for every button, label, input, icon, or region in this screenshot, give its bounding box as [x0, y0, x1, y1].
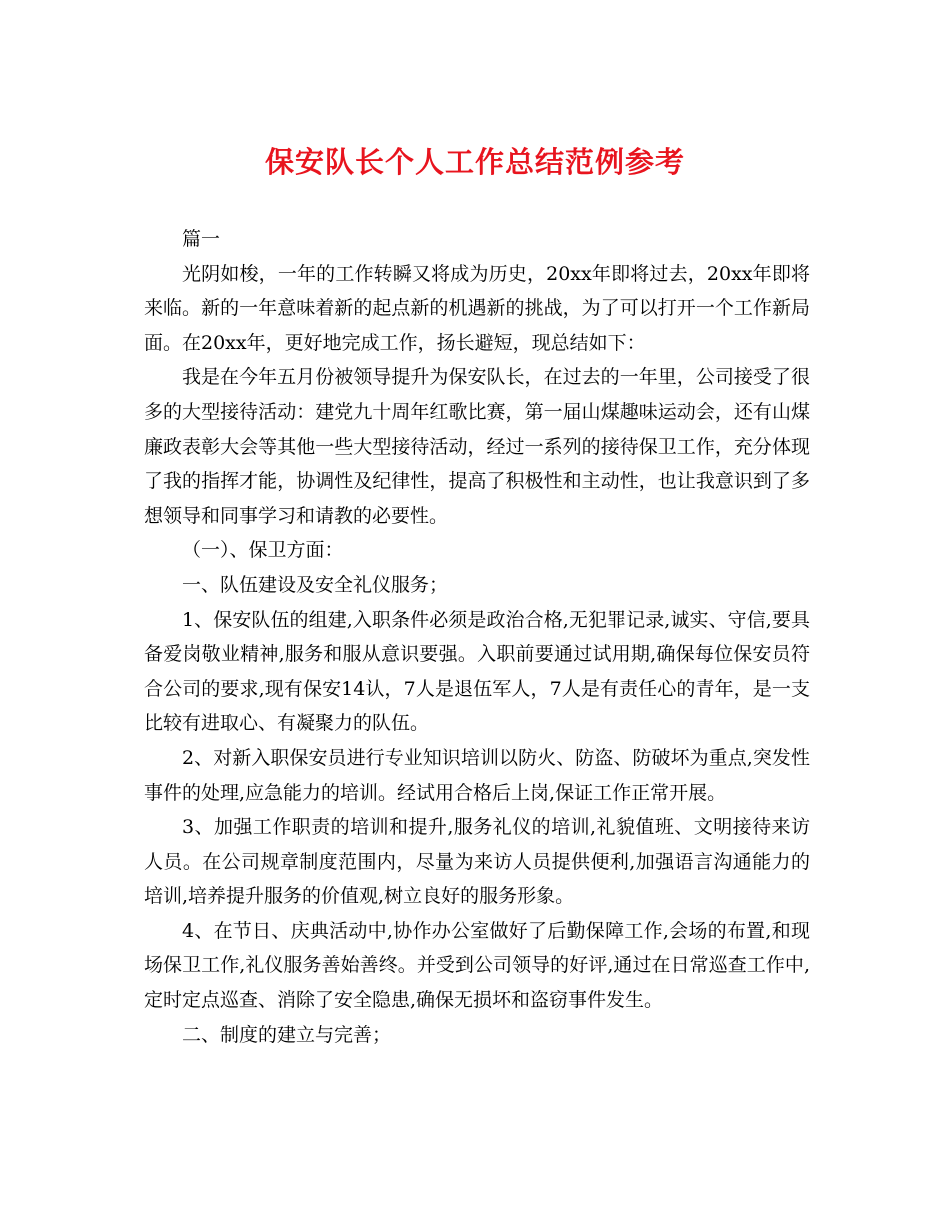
list-item-events: 4、在节日、庆典活动中,协作办公室做好了后勤保障工作,会场的布置,和现场保卫工作,礼仪服务善始善终。并受到公司领导的好评,通过在日常巡查工作中,定时定点巡查、消除了安全隐患,确保无损坏和盗窃事件发生。 [144, 919, 810, 1012]
subsection-heading-regulations: 二、制度的建立与完善； [182, 1023, 392, 1046]
list-item-team-formation: 1、保安队伍的组建,入职条件必须是政治合格,无犯罪记录,诚实、守信,要具备爱岗敬业精神,服务和服从意识要强。入职前要通过试用期,确保每位保安员符合公司的要求,现有保安14认，7人是退伍军人，7人是有责任心的青年，是一支比较有进取心、有凝聚力的队伍。 [144, 608, 810, 735]
intro-paragraph: 光阴如梭，一年的工作转瞬又将成为历史，20xx年即将过去，20xx年即将来临。新的一年意味着新的起点新的机遇新的挑战，为了可以打开一个工作新局面。在20xx年，更好地完成工作，扬长避短，现总结如下： [144, 262, 810, 354]
document-title: 保安队长个人工作总结范例参考 [264, 145, 685, 179]
list-item-training: 2、对新入职保安员进行专业知识培训以防火、防盗、防破坏为重点,突发性事件的处理,应急能力的培训。经试用合格后上岗,保证工作正常开展。 [144, 746, 810, 804]
list-item-duty-training: 3、加强工作职责的培训和提升,服务礼仪的培训,礼貌值班、文明接待来访人员。在公司规章制度范围内，尽量为来访人员提供便利,加强语言沟通能力的培训,培养提升服务的价值观,树立良好的服务形象。 [144, 816, 810, 908]
overview-paragraph: 我是在今年五月份被领导提升为保安队长，在过去的一年里，公司接受了很多的大型接待活动：建党九十周年红歌比赛，第一届山煤趣味运动会，还有山煤廉政表彰大会等其他一些大型接待活动，经过一系列的接待保卫工作，充分体现了我的指挥才能，协调性及纪律性，提高了积极性和主动性，也让我意识到了多想领导和同事学习和请教的必要性。 [144, 366, 810, 527]
section-heading-part-one: 篇一 [182, 228, 221, 250]
subsection-heading-team-building: 一、队伍建设及安全礼仪服务； [182, 573, 449, 596]
section-heading-security: （一）、保卫方面： [182, 539, 344, 562]
document-body [144, 222, 810, 1052]
